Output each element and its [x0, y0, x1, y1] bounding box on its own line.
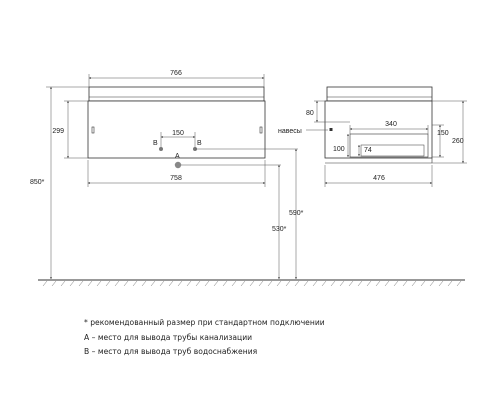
floor-hatch-mark — [331, 281, 335, 286]
front-view — [30, 70, 304, 279]
floor-hatch-mark — [88, 281, 92, 286]
floor-hatch-mark — [52, 281, 56, 286]
floor-hatch-mark — [322, 281, 326, 286]
floor-hatch-mark — [358, 281, 362, 286]
floor-hatch-mark — [259, 281, 263, 286]
floor-hatch-mark — [160, 281, 164, 286]
label-b-left: B — [153, 140, 158, 147]
dim-height-260: 260 — [452, 138, 464, 145]
dim-inner-width: 340 — [385, 121, 397, 128]
floor-hatch-mark — [430, 281, 434, 286]
floor-hatch-mark — [106, 281, 110, 286]
dim-width-body: 758 — [170, 175, 182, 182]
legend-note: * рекомендованный размер при стандартном подключении — [84, 318, 325, 327]
floor-hatch-mark — [241, 281, 245, 286]
label-b-right: B — [197, 140, 202, 147]
floor-hatch-mark — [457, 281, 461, 286]
floor-hatch-mark — [151, 281, 155, 286]
floor-hatch-mark — [124, 281, 128, 286]
floor-hatch-mark — [97, 281, 101, 286]
floor-hatch-mark — [367, 281, 371, 286]
floor-hatch-mark — [295, 281, 299, 286]
floor-hatch-mark — [115, 281, 119, 286]
hinge-icon — [330, 128, 333, 131]
floor-hatch-mark — [70, 281, 74, 286]
floor-hatch-mark — [277, 281, 281, 286]
dim-height-590: 590* — [289, 210, 304, 217]
dim-body-height: 299 — [52, 128, 64, 135]
floor-hatch-mark — [412, 281, 416, 286]
floor-hatch-mark — [385, 281, 389, 286]
floor-hatch-mark — [250, 281, 254, 286]
side-view — [278, 87, 467, 187]
dim-inner-100: 100 — [333, 146, 345, 153]
floor-hatch-mark — [205, 281, 209, 286]
front-countertop — [89, 87, 264, 101]
floor-hatch-mark — [61, 281, 65, 286]
floor-hatch-mark — [79, 281, 83, 286]
floor-hatch-mark — [133, 281, 137, 286]
floor-hatch-mark — [43, 281, 47, 286]
floor-hatch-mark — [268, 281, 272, 286]
floor-hatch-mark — [403, 281, 407, 286]
floor-hatch-mark — [349, 281, 353, 286]
floor-hatch-mark — [421, 281, 425, 286]
floor-hatch-mark — [394, 281, 398, 286]
floor-hatch-mark — [214, 281, 218, 286]
floor-hatch-mark — [304, 281, 308, 286]
dim-top-thickness: 80 — [306, 110, 314, 117]
label-a: A — [175, 153, 180, 160]
floor-line — [38, 280, 465, 286]
floor-hatch-mark — [340, 281, 344, 286]
dim-height-150: 150 — [437, 130, 449, 137]
floor-hatch-mark — [169, 281, 173, 286]
floor-hatch-mark — [187, 281, 191, 286]
floor-hatch-mark — [232, 281, 236, 286]
floor-hatch-mark — [196, 281, 200, 286]
floor-hatch-mark — [313, 281, 317, 286]
legend-outlet-b: B – место для вывода труб водоснабжения — [84, 347, 258, 356]
dim-height-530: 530* — [272, 226, 287, 233]
drain-outlet — [175, 162, 181, 168]
hinges-label: навесы — [278, 128, 302, 135]
floor-hatch-mark — [178, 281, 182, 286]
dim-width-top: 766 — [170, 70, 182, 77]
dim-depth: 476 — [373, 175, 385, 182]
legend-outlet-a: A – место для вывода трубы канализации — [84, 333, 253, 342]
floor-hatch-mark — [223, 281, 227, 286]
side-countertop — [327, 87, 432, 101]
floor-hatch-mark — [448, 281, 452, 286]
floor-hatch-mark — [142, 281, 146, 286]
dim-total-height: 850* — [30, 179, 45, 186]
dim-inner-74: 74 — [364, 147, 372, 154]
floor-hatch-mark — [439, 281, 443, 286]
water-outlet-left — [159, 147, 163, 151]
floor-hatch-mark — [286, 281, 290, 286]
dim-pipe-spacing: 150 — [172, 130, 184, 137]
floor-hatch-mark — [376, 281, 380, 286]
